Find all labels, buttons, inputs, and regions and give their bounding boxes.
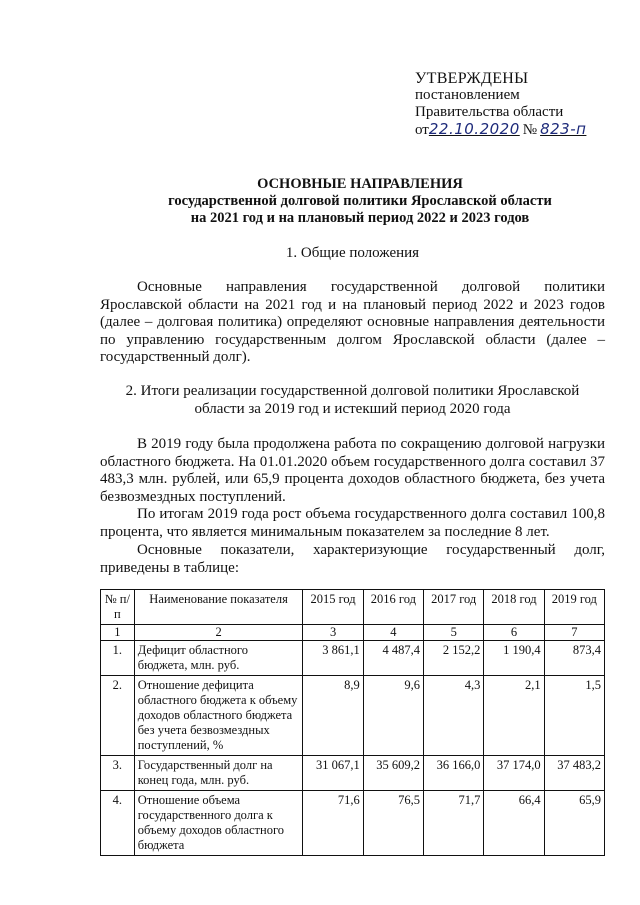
col-number-cell: 7 bbox=[544, 625, 604, 641]
row-value-2016: 9,6 bbox=[363, 676, 423, 756]
header-2017: 2017 год bbox=[424, 590, 484, 625]
table-row bbox=[101, 676, 605, 756]
row-value-2017: 36 166,0 bbox=[424, 756, 484, 791]
header-2015: 2015 год bbox=[303, 590, 363, 625]
row-value-2017: 2 152,2 bbox=[424, 641, 484, 676]
col-number-cell: 6 bbox=[484, 625, 544, 641]
section-2-paragraph-1-text: В 2019 году была продолжена работа по сокращению долговой нагрузки областного бюджета. На 01.01.2020 объем государственного долга составил 37 483,3 млн. рублей, или 65,9 процента доходов областного бюджета, без учета безвозмездных поступлений. bbox=[100, 436, 605, 505]
row-name: Отношение дефицита областного бюджета к объему доходов областного бюджета без учета безвозмездных поступлений, % bbox=[134, 676, 303, 756]
section-2-paragraph-1 bbox=[100, 436, 605, 506]
approval-line-1: постановлением bbox=[415, 87, 520, 103]
row-value-2016: 35 609,2 bbox=[363, 756, 423, 791]
document-title-line-1: ОСНОВНЫЕ НАПРАВЛЕНИЯ bbox=[257, 176, 463, 192]
approval-line-2: Правительства области bbox=[415, 104, 564, 120]
table-row bbox=[101, 756, 605, 791]
row-name: Отношение объема государственного долга к объему доходов областного бюджета bbox=[134, 791, 303, 856]
row-value-2015: 71,6 bbox=[303, 791, 363, 856]
col-number-cell: 4 bbox=[363, 625, 423, 641]
row-num: 4. bbox=[101, 791, 135, 856]
section-2-paragraph-2 bbox=[100, 506, 605, 541]
header-num: № п/п bbox=[101, 590, 135, 625]
row-value-2019: 65,9 bbox=[544, 791, 604, 856]
row-value-2018: 2,1 bbox=[484, 676, 544, 756]
document-title-line-3: на 2021 год и на плановый период 2022 и 2023 годов bbox=[190, 210, 530, 226]
row-value-2019: 37 483,2 bbox=[544, 756, 604, 791]
column-number-row bbox=[101, 625, 605, 641]
approval-from-prefix: от bbox=[415, 122, 429, 138]
row-name: Дефицит областного бюджета, млн. руб. bbox=[134, 641, 303, 676]
row-num: 2. bbox=[101, 676, 135, 756]
row-num: 3. bbox=[101, 756, 135, 791]
section-2-heading-line-2: области за 2019 год и истекший период 2020 года bbox=[194, 401, 511, 417]
row-value-2016: 76,5 bbox=[363, 791, 423, 856]
table-row bbox=[101, 791, 605, 856]
table-row bbox=[101, 641, 605, 676]
header-2018: 2018 год bbox=[484, 590, 544, 625]
section-1-paragraph-text: Основные направления государственной долговой политики Ярославской области на 2021 год и на плановый период 2022 и 2023 годов (далее – долговая политика) определяют основные направления деятельности по управлению государственным долгом Ярославской области (далее – государственный долг). bbox=[100, 279, 605, 366]
number-sign: № bbox=[522, 122, 538, 138]
row-value-2015: 3 861,1 bbox=[303, 641, 363, 676]
section-1-heading: 1. Общие положения bbox=[285, 245, 420, 261]
handwritten-date: 22.10.2020 bbox=[428, 120, 520, 138]
approval-date-row bbox=[415, 121, 586, 139]
col-number-cell: 5 bbox=[424, 625, 484, 641]
col-number-cell: 1 bbox=[101, 625, 135, 641]
row-value-2016: 4 487,4 bbox=[363, 641, 423, 676]
debt-indicators-table bbox=[100, 589, 605, 856]
row-value-2019: 873,4 bbox=[544, 641, 604, 676]
col-number-cell: 2 bbox=[134, 625, 303, 641]
row-value-2018: 1 190,4 bbox=[484, 641, 544, 676]
row-value-2015: 8,9 bbox=[303, 676, 363, 756]
section-2-paragraph-2-text: По итогам 2019 года рост объема государственного долга составил 100,8 процента, что является минимальным показателем за последние 8 лет. bbox=[100, 506, 605, 540]
document-title-line-2: государственной долговой политики Ярославской области bbox=[168, 193, 552, 209]
row-value-2018: 37 174,0 bbox=[484, 756, 544, 791]
approval-block bbox=[415, 70, 586, 139]
header-2016: 2016 год bbox=[363, 590, 423, 625]
row-value-2017: 4,3 bbox=[424, 676, 484, 756]
row-value-2018: 66,4 bbox=[484, 791, 544, 856]
row-value-2019: 1,5 bbox=[544, 676, 604, 756]
section-2-heading-line-1: 2. Итоги реализации государственной долговой политики Ярославской bbox=[125, 383, 580, 399]
row-num: 1. bbox=[101, 641, 135, 676]
row-value-2017: 71,7 bbox=[424, 791, 484, 856]
section-2-paragraph-3-text: Основные показатели, характеризующие государственный долг, приведены в таблице: bbox=[100, 542, 605, 576]
row-value-2015: 31 067,1 bbox=[303, 756, 363, 791]
col-number-cell: 3 bbox=[303, 625, 363, 641]
section-1-paragraph bbox=[100, 279, 605, 367]
row-name: Государственный долг на конец года, млн. руб. bbox=[134, 756, 303, 791]
table-header-row bbox=[101, 590, 605, 625]
header-name: Наименование показателя bbox=[134, 590, 303, 625]
handwritten-number: 823-п bbox=[540, 120, 587, 138]
header-2019: 2019 год bbox=[544, 590, 604, 625]
approval-title: УТВЕРЖДЕНЫ bbox=[415, 70, 529, 87]
section-2-paragraph-3 bbox=[100, 542, 605, 577]
